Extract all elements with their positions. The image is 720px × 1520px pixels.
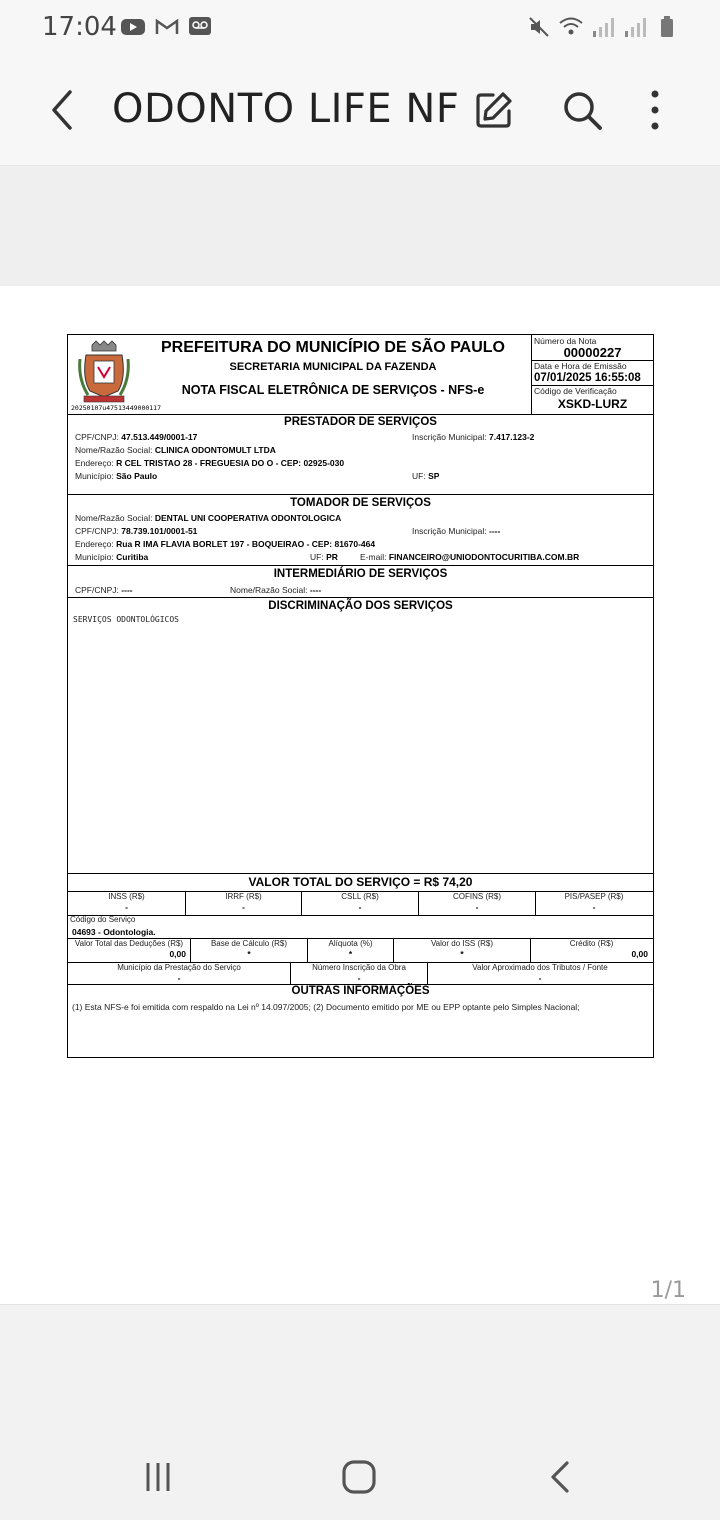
- chevron-left-icon: [543, 1459, 579, 1495]
- cell-label: CSLL (R$): [341, 892, 379, 901]
- cell-value: 0,00: [631, 949, 648, 959]
- prestador-cpf: CPF/CNPJ: 47.513.449/0001-17: [75, 432, 198, 442]
- valores-cell: [307, 938, 393, 962]
- cell-label: Valor Total das Deduções (R$): [74, 939, 184, 948]
- note-info-box: [531, 335, 653, 414]
- codigo-servico-label: Código do Serviço: [70, 915, 136, 924]
- cell-value: -: [538, 973, 542, 983]
- cell-label: COFINS (R$): [453, 892, 501, 901]
- prestador-nome: Nome/Razão Social: CLINICA ODONTOMULT LTDA: [75, 445, 276, 455]
- intermediario-nome: Nome/Razão Social: ----: [230, 585, 322, 595]
- youtube-icon: [120, 14, 146, 40]
- intermediario-title: INTERMEDIÁRIO DE SERVIÇOS: [273, 568, 448, 580]
- cell-label: Valor do ISS (R$): [430, 939, 494, 948]
- tributos-cell: [301, 891, 418, 915]
- locais-row: [68, 962, 653, 984]
- system-back-button[interactable]: [537, 1453, 585, 1501]
- system-nav-bar: [0, 1304, 720, 1520]
- back-button[interactable]: [42, 86, 86, 134]
- discriminacao-text: SERVIÇOS ODONTOLÓGICOS: [73, 615, 179, 624]
- gmail-icon: [154, 14, 180, 40]
- status-time: 17:04: [42, 12, 117, 42]
- cell-label: Número Inscrição da Obra: [312, 963, 406, 972]
- cell-value: -: [242, 902, 245, 912]
- back-arrow-icon: [42, 86, 86, 134]
- cell-value: -: [357, 973, 361, 983]
- signal-1-icon: [590, 14, 616, 40]
- app-bar: [0, 54, 720, 166]
- tomador-uf: UF: PR: [310, 552, 338, 562]
- cell-label: IRRF (R$): [225, 892, 262, 901]
- numero-label: Número da Nota: [534, 336, 597, 346]
- home-button[interactable]: [335, 1453, 383, 1501]
- more-vert-icon: [631, 86, 679, 134]
- barcode-text: 20250107u47513449000117: [71, 404, 162, 412]
- tributos-cell: [68, 891, 185, 915]
- search-icon: [561, 89, 603, 131]
- numero-value: 00000227: [563, 345, 622, 361]
- valores-row: [68, 938, 653, 962]
- tomador-email: E-mail: FINANCEIRO@UNIODONTOCURITIBA.COM.BR: [360, 552, 580, 562]
- cell-label: Município da Prestação do Serviço: [117, 963, 241, 972]
- wifi-icon: [558, 14, 584, 40]
- cell-value: *: [460, 949, 464, 959]
- cell-value: -: [475, 902, 479, 912]
- nfse-document: [67, 334, 654, 1058]
- valores-cell: [190, 938, 307, 962]
- cell-value: *: [247, 949, 251, 959]
- doc-header-subtitle: SECRETARIA MUNICIPAL DA FAZENDA: [229, 361, 437, 373]
- data-label: Data e Hora de Emissão: [534, 361, 627, 372]
- prestador-title: PRESTADOR DE SERVIÇOS: [284, 416, 437, 428]
- tributos-cell: [535, 891, 652, 915]
- tomador-cpf: CPF/CNPJ: 78.739.101/0001-51: [75, 526, 198, 536]
- data-value: 07/01/2025 16:55:08: [534, 372, 641, 385]
- tributos-cell: [418, 891, 535, 915]
- prestador-endereco: Endereço: R CEL TRISTAO 28 - FREGUESIA DO O - CEP: 02925-030: [75, 458, 345, 468]
- discriminacao-title: DISCRIMINAÇÃO DOS SERVIÇOS: [268, 600, 453, 612]
- cell-label: PIS/PASEP (R$): [564, 892, 624, 901]
- cell-value: -: [125, 902, 128, 912]
- tributos-row: [68, 891, 653, 915]
- recent-apps-button[interactable]: [134, 1453, 182, 1501]
- valores-cell: [530, 938, 652, 962]
- cell-label: Base de Cálculo (R$): [210, 939, 288, 948]
- codigo-value: XSKD-LURZ: [557, 396, 628, 411]
- prestador-municipio: Município: São Paulo: [75, 471, 158, 481]
- voicemail-icon: [188, 14, 214, 40]
- prestador-uf: UF: SP: [412, 471, 440, 481]
- valores-cell: [393, 938, 530, 962]
- cell-value: -: [177, 973, 181, 983]
- codigo-servico-value: 04693 - Odontologia.: [72, 927, 156, 937]
- tributos-cell: [185, 891, 301, 915]
- cell-value: -: [592, 902, 596, 912]
- cell-label: Alíquota (%): [328, 939, 373, 948]
- page-title: ODONTO LIFE NF: [112, 86, 460, 132]
- edit-button[interactable]: [470, 86, 518, 134]
- outras-title: OUTRAS INFORMAÇÕES: [291, 985, 430, 997]
- page-indicator: 1/1: [650, 1278, 686, 1303]
- cell-value: 0,00: [169, 949, 186, 959]
- top-gap: [0, 166, 720, 286]
- cell-label: Valor Aproximado dos Tributos / Fonte: [472, 963, 608, 972]
- tomador-endereco: Endereço: Rua R IMA FLAVIA BORLET 197 - BOQUEIRAO - CEP: 81670-464: [75, 539, 376, 549]
- outras-text: (1) Esta NFS-e foi emitida com respaldo na Lei nº 14.097/2005; (2) Documento emitido por ME ou EPP optante pelo Simples Nacional;: [72, 1002, 580, 1012]
- tomador-title: TOMADOR DE SERVIÇOS: [290, 497, 431, 509]
- doc-header-title: PREFEITURA DO MUNICÍPIO DE SÃO PAULO: [160, 339, 505, 356]
- search-button[interactable]: [558, 86, 606, 134]
- cell-value: -: [358, 902, 362, 912]
- locais-cell: [290, 962, 427, 984]
- locais-cell: [68, 962, 290, 984]
- status-bar: [0, 0, 720, 54]
- tomador-nome: Nome/Razão Social: DENTAL UNI COOPERATIVA ODONTOLOGICA: [75, 513, 342, 523]
- battery-icon: [654, 14, 680, 40]
- home-icon: [339, 1457, 379, 1497]
- tomador-municipio: Município: Curitiba: [75, 552, 149, 562]
- valores-cell: [68, 938, 190, 962]
- codigo-label: Código de Verificação: [534, 386, 617, 397]
- recent-apps-icon: [140, 1459, 176, 1495]
- cell-label: INSS (R$): [108, 892, 145, 901]
- edit-icon: [473, 89, 515, 131]
- valor-total: VALOR TOTAL DO SERVIÇO = R$ 74,20: [248, 875, 473, 889]
- signal-2-icon: [622, 14, 648, 40]
- more-options-button[interactable]: [631, 86, 679, 134]
- prestador-im: Inscrição Municipal: 7.417.123-2: [412, 432, 535, 442]
- mute-icon: [526, 14, 552, 40]
- tomador-im: Inscrição Municipal: ----: [412, 526, 501, 536]
- cell-value: *: [348, 949, 353, 959]
- coat-of-arms-icon: [78, 339, 130, 403]
- intermediario-cpf: CPF/CNPJ: ----: [75, 585, 133, 595]
- cell-label: Crédito (R$): [569, 939, 614, 948]
- locais-cell: [427, 962, 652, 984]
- doc-header-nfse: NOTA FISCAL ELETRÔNICA DE SERVIÇOS - NFS-e: [181, 383, 485, 397]
